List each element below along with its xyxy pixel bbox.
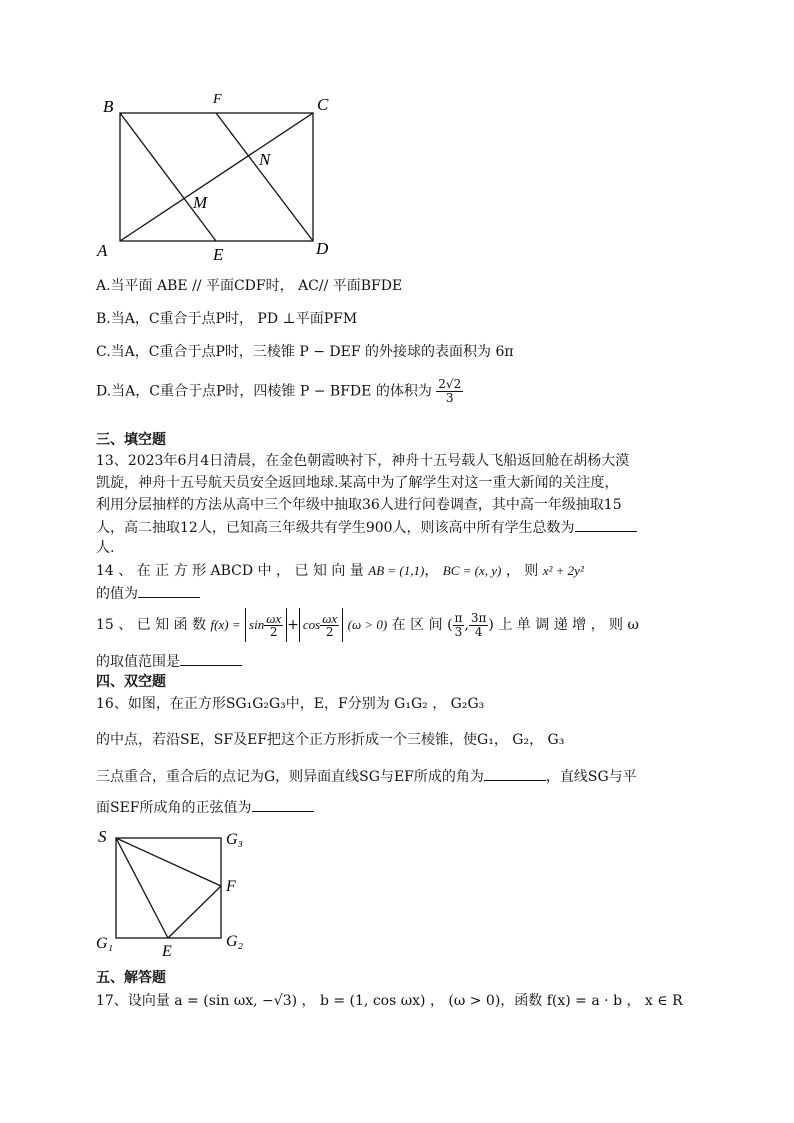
label-g2: G₂ — [226, 933, 244, 950]
q16-answer-blank-1[interactable] — [484, 766, 546, 781]
label-c: C — [317, 95, 329, 114]
option-d-text: D.当A，C重合于点P时，四棱锥 P − BFDE 的体积为 — [96, 383, 432, 400]
q15-line1: 15 、 已 知 函 数 f(x) = sin $\frac{\omega x}{2}$ + cos $\frac{\omega x}{2}$ (ω > 0) 在 区 间 ( $\frac{\pi}{3}$ , $\frac{3\pi}{4}$ ) 上 单 调 递 增 ， 则 ω — [96, 608, 639, 642]
q13-line4 — [96, 517, 637, 538]
option-c: C.当A，C重合于点P时，三棱锥 P − DEF 的外接球的表面积为 6π — [96, 344, 514, 360]
section-title-solutions: 五、解答题 — [96, 970, 166, 986]
label-m: M — [193, 193, 208, 212]
q13-line5: 人. — [96, 540, 115, 556]
q16-line3-tail: ，直线SG与平 — [545, 769, 637, 785]
q15-abs-cos — [299, 608, 343, 642]
fraction-denominator: 3 — [445, 391, 454, 405]
diagonal-ac — [120, 113, 313, 241]
q16-line3-text: 三点重合，重合后的点记为G，则异面直线SG与EF所成的角为 — [96, 769, 484, 785]
q15-interval-a — [453, 612, 465, 639]
q15-interval-b — [469, 612, 489, 639]
segment-be — [120, 113, 216, 241]
q16-line4 — [96, 797, 314, 818]
square-outline — [116, 838, 221, 938]
fraction-denominator: 2 — [325, 624, 334, 639]
q14-expression: x² + 2y² — [542, 563, 584, 578]
q14-then: ， 则 — [505, 563, 539, 579]
figure-square-sg1g2g3 — [90, 822, 260, 962]
segment-se — [116, 838, 168, 938]
fraction-numerator: π — [454, 610, 463, 625]
q13-line3: 利用分层抽样的方法从高中三个年级中抽取36人进行问卷调查，其中高一年级抽取15 — [96, 497, 622, 513]
label-g1: G₁ — [96, 935, 114, 952]
label-g3: G₃ — [226, 831, 244, 848]
option-d — [96, 378, 463, 405]
q13-line4-text: 人，高二抽取12人，已知高三年级共有学生900人，则该高中所有学生总数为 — [96, 520, 575, 536]
q16-answer-blank-2[interactable] — [252, 797, 314, 812]
fraction-denominator: 2 — [269, 624, 278, 639]
label-n: N — [259, 150, 271, 169]
q14-prefix: 14 、 在 正 方 形 ABCD 中 ， 已 知 向 量 — [96, 563, 364, 579]
label-f2: F — [226, 878, 236, 895]
q15-abs-sin — [245, 608, 287, 642]
fraction-numerator: 2√2 — [438, 377, 462, 391]
q13-answer-blank[interactable] — [575, 517, 637, 532]
option-a: A.当平面 ABE // 平面CDF时， AC// 平面BFDE — [96, 278, 403, 294]
segment-sf — [116, 838, 221, 886]
section-title-fill-in: 三、填空题 — [96, 432, 166, 448]
label-f: F — [213, 92, 222, 107]
q15-answer-blank[interactable] — [180, 651, 242, 666]
q15-sin-fraction — [264, 612, 283, 639]
q15-interval-text: 在 区 间 — [391, 617, 443, 633]
q15-suffix: 上 单 调 递 增 ， 则 ω — [498, 617, 639, 633]
label-s: S — [98, 827, 107, 846]
q16-line1: 16、如图，在正方形SG₁G₂G₃中，E，F分别为 G₁G₂ ， G₂G₃ — [96, 696, 485, 712]
segment-fd — [216, 113, 313, 241]
q15-sin: sin — [249, 617, 265, 632]
q15-prefix: 15 、 已 知 函 数 — [96, 617, 207, 633]
q15-line2 — [96, 651, 242, 672]
figure-rectangle-abcd — [95, 88, 345, 268]
q15-condition: (ω > 0) — [347, 617, 388, 632]
section-title-double-blank: 四、双空题 — [96, 674, 166, 690]
q16-line3 — [96, 766, 637, 787]
q15-cos-fraction — [320, 612, 339, 639]
q14-answer-blank[interactable] — [138, 583, 200, 598]
label-a: A — [97, 241, 108, 260]
option-b: B.当A，C重合于点P时， PD ⊥平面PFM — [96, 311, 358, 327]
q15-fx: f(x) = — [210, 617, 241, 632]
q14-vector-ab: AB = (1,1) — [368, 563, 425, 578]
q13-line1: 13、2023年6月4日清晨，在金色朝霞映衬下，神舟十五号载人飞船返回舱在胡杨大漠 — [96, 453, 630, 469]
fraction-numerator: ωx — [322, 610, 338, 626]
q14-line1: 14 、 在 正 方 形 ABCD 中 ， 已 知 向 量 AB = (1,1)， BC = (x, y) ， 则 x² + 2y² — [96, 563, 584, 579]
fraction-numerator: 3π — [470, 610, 487, 625]
q14-line2 — [96, 583, 200, 604]
label-e2: E — [162, 943, 172, 960]
label-d: D — [316, 239, 329, 258]
q15-cos: cos — [302, 617, 321, 632]
q13-line2: 凯旋，神舟十五号航天员安全返回地球.某高中为了解学生对这一重大新闻的关注度， — [96, 475, 619, 491]
q17-line1: 17、设向量 a = (sin ωx, −√3) ， b = (1, cos ωx) ， (ω > 0)，函数 f(x) = a · b ， x ∈ R — [96, 993, 683, 1009]
fraction-denominator: 4 — [474, 624, 483, 639]
q14-line2-text: 的值为 — [96, 586, 138, 602]
q16-line2: 的中点，若沿SE，SF及EF把这个正方形折成一个三棱锥，使G₁， G₂， G₃ — [96, 732, 565, 748]
fraction-numerator: ωx — [266, 610, 282, 626]
q14-vector-bc: BC = (x, y) — [442, 563, 502, 578]
label-e: E — [213, 245, 224, 264]
q16-line4-text: 面SEF所成角的正弦值为 — [96, 800, 252, 816]
label-b: B — [103, 97, 114, 116]
segment-ef — [168, 886, 221, 938]
option-d-fraction — [436, 378, 463, 405]
q15-line2-text: 的取值范围是 — [96, 654, 180, 670]
fraction-denominator: 3 — [454, 624, 463, 639]
